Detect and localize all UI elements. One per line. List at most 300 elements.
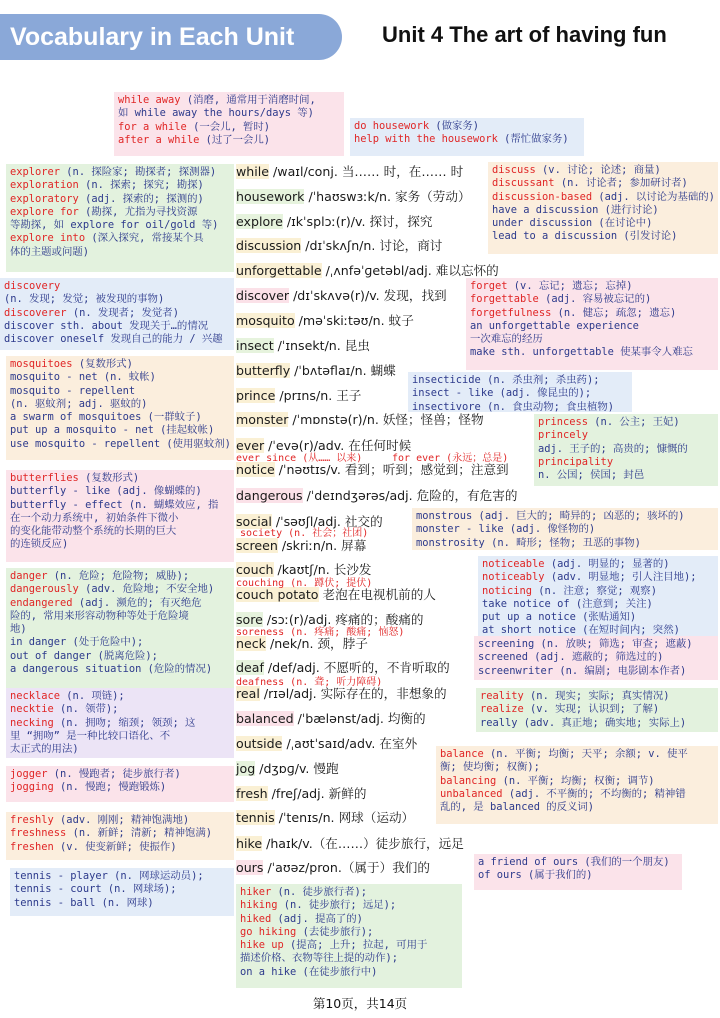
vocab-entry — [236, 388, 361, 404]
note-line — [10, 472, 230, 485]
vocab-definition: /nek/n. 颈，脖子 — [265, 636, 368, 651]
note-line — [492, 204, 714, 217]
note-line — [14, 897, 230, 910]
note-term: noticeably — [482, 571, 545, 584]
vocab-definition: /ɪkˈsplɔː(r)/v. 探讨，探究 — [282, 214, 433, 229]
vocab-definition: /ˌaʊtˈsaɪd/adv. 在室外 — [282, 736, 418, 751]
vocab-headword: discussion — [236, 238, 302, 253]
page-number: 第10页，共14页 — [312, 996, 408, 1011]
note-text: put up a mosquito - net (挂起蚊帐) — [10, 424, 215, 437]
note-text: (adv. 刚刚; 精神饱满地) — [53, 814, 190, 826]
vocab-entry — [236, 562, 372, 578]
vocab-definition: /ˈbʌtəflaɪ/n. 蝴蝶 — [290, 363, 396, 378]
note-text: mosquito - net (n. 蚊帐) — [10, 371, 156, 384]
note-line — [240, 966, 458, 979]
note-line — [538, 456, 714, 469]
vocab-definition: /ˈevə(r)/adv. 在任何时候 — [264, 438, 412, 453]
note-line — [10, 583, 230, 596]
note-line — [470, 346, 714, 359]
note-line — [478, 856, 678, 869]
note-jogger — [6, 766, 234, 802]
note-term: dangerously — [10, 583, 79, 596]
note-text: 描述价格、衣物等往上提的动作); — [240, 952, 398, 965]
note-line — [492, 177, 714, 190]
note-line — [492, 164, 714, 177]
note-text: tennis - player (n. 网球运动员); — [14, 870, 204, 882]
note-line — [10, 538, 230, 551]
note-text: (勘探, 尤指为寻找资源 — [78, 205, 198, 218]
note-line — [354, 133, 580, 146]
note-text: mosquito - repellent — [10, 384, 136, 397]
note-text: (消磨, 通常用于消磨时间, — [180, 94, 316, 106]
vocab-headword: real — [236, 686, 260, 701]
note-text: 等勘探, 如 explore for oil/gold 等) — [10, 219, 219, 232]
note-line — [10, 206, 230, 219]
note-line — [10, 232, 230, 245]
note-text: 一次难忘的经历 — [470, 333, 543, 346]
vocab-definition: /sɔː(r)/adj. 疼痛的；酸痛的 — [262, 612, 424, 627]
vocab-definition: /freʃ/adj. 新鲜的 — [267, 786, 367, 801]
vocab-headword: outside — [236, 736, 283, 751]
note-line — [10, 690, 230, 703]
note-text: adj. 王子的; 高贵的; 慷慨的 — [538, 442, 688, 455]
page-title-banner: Vocabulary in Each Unit — [0, 14, 342, 60]
vocab-definition: /ˈnəʊtɪs/v. 看到；听到；感觉到；注意到 — [274, 462, 509, 477]
vocab-entry — [236, 338, 370, 354]
note-text: 体的主题或问题) — [10, 245, 89, 258]
note-text: (n. 讨论者; 参加研讨者) — [554, 177, 688, 190]
note-text: in danger (处于危险中); — [10, 636, 144, 649]
note-term: princess — [538, 416, 589, 428]
note-term: freshen — [10, 840, 54, 853]
note-line — [470, 320, 714, 333]
note-term: explore into — [10, 232, 86, 245]
vocab-headword: while — [236, 164, 270, 179]
note-term: jogger — [10, 768, 48, 780]
note-term: noticeable — [482, 558, 545, 570]
note-text: 衡; 使均衡; 权衡); — [440, 761, 540, 774]
note-term: balancing — [440, 774, 497, 787]
note-line — [10, 610, 230, 623]
note-line — [118, 121, 340, 134]
vocab-entry — [236, 438, 411, 454]
note-line — [412, 401, 628, 412]
note-term: necklace — [10, 690, 61, 702]
note-screening — [474, 636, 718, 680]
note-line — [470, 280, 714, 293]
vocab-headword: explore — [236, 214, 283, 229]
vocab-entry — [236, 736, 417, 752]
note-text: (n. 公主; 王妃) — [588, 416, 680, 428]
vocab-entry — [236, 164, 463, 180]
note-line — [440, 761, 714, 774]
note-line — [10, 717, 230, 730]
note-text: (n. 探险家; 勘探者; 探测器) — [60, 166, 217, 178]
note-line — [10, 768, 230, 781]
note-line — [10, 743, 230, 756]
note-text: (adj. 明显的; 显著的) — [544, 558, 670, 570]
note-line — [470, 293, 714, 306]
note-line — [240, 886, 458, 899]
note-term: freshly — [10, 814, 54, 826]
vocab-headword: hike — [236, 836, 263, 851]
note-line — [482, 571, 714, 584]
note-line — [10, 485, 230, 498]
note-text: 地) — [10, 623, 27, 636]
note-term: reality — [480, 690, 524, 702]
note-text: (去徒步旅行); — [296, 925, 374, 938]
note-line — [240, 899, 458, 912]
note-text: 在一个动力系统中, 初始条件下微小 — [10, 511, 179, 524]
note-line — [538, 469, 714, 482]
note-text: (v. 使变新鲜; 使振作) — [53, 840, 177, 853]
vocab-headword: couch — [236, 562, 274, 577]
note-text: (n. 发现者; 发觉者) — [66, 306, 179, 319]
note-text: (adj. 容易被忘记的) — [538, 293, 652, 306]
note-text: butterfly - like (adj. 像蝴蝶的) — [10, 485, 202, 498]
vocab-entry — [236, 711, 426, 727]
note-line — [416, 537, 714, 550]
note-term: butterflies — [10, 472, 79, 484]
note-couching: couching (n. 蹲伏; 提伏) — [236, 578, 373, 589]
note-forget — [466, 278, 718, 370]
vocab-entry — [236, 786, 366, 802]
note-mosquitoes — [6, 356, 234, 460]
vocab-entry — [236, 836, 464, 852]
note-line — [478, 638, 714, 651]
note-text: (做家务) — [429, 120, 480, 132]
note-line — [440, 748, 714, 761]
note-text: insecticide (n. 杀虫剂; 杀虫药); — [412, 374, 600, 386]
note-for-ever: for ever (永远；总是) — [392, 453, 509, 464]
note-text: tennis - court (n. 网球场); — [14, 883, 177, 896]
note-term: necking — [10, 716, 54, 729]
note-soreness: soreness (n. 疼痛; 酸痛; 恼怒) — [236, 627, 405, 638]
note-text: (n. 平衡; 均衡; 天平; 余额; v. 使平 — [483, 748, 688, 760]
note-text: (v. 讨论; 论述; 商量) — [535, 164, 661, 176]
note-line — [492, 191, 714, 204]
note-line — [538, 443, 714, 456]
note-text: a swarm of mosquitoes (一群蚊子) — [10, 411, 202, 424]
note-line — [482, 585, 714, 598]
vocab-definition: /ˌʌnfəˈɡetəbl/adj. 难以忘怀的 — [321, 263, 499, 278]
vocab-entry — [236, 612, 424, 628]
note-line — [478, 665, 714, 678]
vocab-definition: /ˈbælənst/adj. 均衡的 — [293, 711, 426, 726]
note-line — [10, 385, 230, 398]
note-text: (过了一会儿) — [199, 133, 271, 146]
vocab-definition: /dɪˈskʌvə(r)/v. 发现，找到 — [289, 288, 447, 303]
note-term: hiked — [240, 912, 272, 925]
note-line — [492, 230, 714, 243]
vocab-headword: insect — [236, 338, 274, 353]
note-text: (n. 危险; 危险物; 威胁); — [47, 570, 190, 582]
note-line — [14, 883, 230, 896]
note-discuss — [488, 162, 718, 254]
note-line — [412, 374, 628, 387]
note-text: 太正式的用法) — [10, 743, 79, 756]
note-line — [416, 510, 714, 523]
note-explorer — [6, 164, 234, 272]
note-text: (adv. 危险地; 不安全地) — [78, 583, 215, 596]
note-line — [440, 775, 714, 788]
note-term: freshness — [10, 827, 67, 840]
note-text: monster - like (adj. 像怪物的) — [416, 523, 596, 536]
vocab-headword: screen — [236, 538, 278, 553]
vocab-definition: /haɪk/v.（在……）徒步旅行，远足 — [262, 836, 464, 851]
note-text: under discussion (在讨论中) — [492, 217, 653, 230]
note-line — [480, 703, 714, 716]
note-line — [10, 636, 230, 649]
vocab-entry — [236, 538, 366, 554]
note-text: (n. 项链); — [60, 690, 125, 702]
vocab-headword: dangerous — [236, 488, 303, 503]
vocab-definition: /dʒɒɡ/v. 慢跑 — [255, 761, 339, 776]
note-line — [440, 788, 714, 801]
note-text: monstrosity (n. 畸形; 怪物; 丑恶的事物) — [416, 536, 641, 549]
vocab-headword: tennis — [236, 810, 275, 825]
vocab-definition: /məˈskiːtəʊ/n. 蚊子 — [294, 313, 414, 328]
note-text: discover oneself 发现自己的能力 / 兴趣 — [4, 333, 223, 346]
note-line — [14, 870, 230, 883]
note-text: out of danger (脱离危险); — [10, 649, 158, 662]
note-line — [118, 134, 340, 147]
note-text: (adj. 探索的; 探测的) — [78, 192, 204, 205]
vocab-entry — [236, 288, 447, 304]
note-term: forget — [470, 280, 508, 292]
note-text: have a discussion (进行讨论) — [492, 203, 659, 216]
note-reality — [476, 688, 718, 732]
note-line — [10, 525, 230, 538]
note-term: jogging — [10, 781, 54, 794]
note-line — [240, 913, 458, 926]
note-term: endangered — [10, 596, 73, 609]
note-line — [240, 939, 458, 952]
note-text: screenwriter (n. 编剧; 电影剧本作者) — [478, 664, 687, 677]
note-term: go hiking — [240, 925, 297, 938]
note-line — [240, 952, 458, 965]
note-text: use mosquito - repellent (使用驱蚊剂) — [10, 437, 231, 450]
note-text: (v. 实现; 认识到; 了解) — [523, 703, 660, 716]
vocab-entry — [236, 488, 517, 504]
note-text: n. 公国; 侯国; 封邑 — [538, 469, 645, 482]
note-term: realize — [480, 703, 524, 716]
note-text: put up a notice (张贴通知) — [482, 611, 637, 624]
note-line — [10, 411, 230, 424]
note-text: insect - like (adj. 像昆虫的); — [412, 387, 592, 400]
vocab-headword: balanced — [236, 711, 294, 726]
note-term: discussant — [492, 177, 555, 190]
vocab-definition: /ˈɪnsekt/n. 昆虫 — [273, 338, 370, 353]
vocab-entry — [236, 810, 414, 826]
note-text: (adj. 不平衡的; 不均衡的; 精神错 — [502, 787, 686, 800]
note-line — [10, 358, 230, 371]
note-text: (n. 拥吻; 缩颈; 领颈; 这 — [53, 716, 196, 729]
note-text: (adj. 提高了的) — [271, 912, 363, 925]
note-insecticide — [408, 372, 632, 412]
note-hiker — [236, 884, 462, 988]
vocab-headword: ours — [236, 860, 264, 875]
note-line — [10, 246, 230, 259]
note-tennis — [10, 868, 234, 916]
note-line — [10, 219, 230, 232]
note-text: (n. 慢跑者; 徒步旅行者) — [47, 768, 181, 780]
note-line — [482, 611, 714, 624]
note-text: (adj. 濒危的; 有灭绝危 — [72, 596, 202, 609]
note-housework — [350, 118, 584, 156]
vocab-definition: /ˈsəʊʃl/adj. 社交的 — [271, 514, 383, 529]
note-friend-of-ours — [474, 854, 682, 890]
note-text: (n. 徒步旅行者); — [271, 886, 368, 898]
note-text: (n. 注意; 察觉; 观察) — [532, 584, 657, 597]
note-text: screened (adj. 遮蔽的; 筛选过的) — [478, 651, 664, 664]
vocab-definition: /ˈhaʊswɜːk/n. 家务（劳动） — [304, 189, 471, 204]
note-line — [118, 94, 340, 107]
note-line — [4, 293, 230, 306]
note-line — [240, 926, 458, 939]
vocab-definition: /waɪl/conj. 当…… 时，在…… 时 — [269, 164, 464, 179]
note-term: explore for — [10, 205, 79, 218]
note-text: a friend of ours (我们的一个朋友) — [478, 856, 670, 868]
note-text: (n. 平衡; 均衡; 权衡; 调节) — [496, 774, 655, 787]
vocab-headword: monster — [236, 412, 289, 427]
vocab-headword: housework — [236, 189, 305, 204]
note-line — [10, 570, 230, 583]
note-term: while away — [118, 94, 181, 106]
note-term: balance — [440, 748, 484, 760]
vocab-entry — [236, 761, 339, 777]
note-line — [10, 398, 230, 411]
vocab-definition: /prɪns/n. 王子 — [275, 388, 362, 403]
note-line — [10, 827, 230, 840]
vocab-entry — [236, 313, 414, 329]
vocab-entry — [236, 189, 471, 205]
note-discovery — [0, 278, 234, 350]
note-text: make sth. unforgettable 使某事令人难忘 — [470, 346, 693, 359]
note-text: screening (n. 放映; 筛选; 审查; 遮蔽) — [478, 638, 693, 650]
note-text: discover sth. about 发现关于…的情况 — [4, 319, 209, 332]
note-princess — [534, 414, 718, 486]
note-text: monstrous (adj. 巨大的; 畸异的; 凶恶的; 骇坏的) — [416, 510, 685, 522]
note-term: princely — [538, 429, 589, 442]
note-term: unbalanced — [440, 787, 503, 800]
vocab-headword: deaf — [236, 660, 264, 675]
vocab-definition: /def/adj. 不愿听的，不肯听取的 — [263, 660, 450, 675]
note-term: exploratory — [10, 192, 79, 205]
vocab-definition: /rɪəl/adj. 实际存在的，非想象的 — [259, 686, 447, 701]
note-text: take notice of (注意到; 关注) — [482, 597, 653, 610]
note-line — [538, 429, 714, 442]
note-danger — [6, 568, 234, 688]
note-line — [10, 371, 230, 384]
vocab-headword: notice — [236, 462, 275, 477]
vocab-definition: /dɪˈskʌʃn/n. 讨论，商讨 — [301, 238, 443, 253]
vocab-headword: social — [236, 514, 272, 529]
note-text: a dangerous situation (危险的情况) — [10, 663, 213, 676]
vocab-entry — [236, 363, 396, 379]
note-term: forgettable — [470, 293, 539, 306]
note-line — [10, 166, 230, 179]
note-text: (n. 驱蚊剂; adj. 驱蚊的) — [10, 397, 148, 410]
note-line — [4, 320, 230, 333]
note-line — [480, 717, 714, 730]
note-monstrous — [412, 508, 718, 550]
note-text: 如 while away the hours/days 等) — [118, 107, 314, 120]
note-text: (n. 领带); — [53, 703, 119, 716]
note-text: (n. 健忘; 疏忽; 遗忘) — [551, 306, 677, 319]
note-term: hiker — [240, 886, 272, 898]
note-line — [538, 416, 714, 429]
note-line — [10, 193, 230, 206]
note-line — [478, 651, 714, 664]
vocab-entry — [236, 860, 430, 876]
note-term: discoverer — [4, 306, 67, 319]
note-line — [10, 499, 230, 512]
vocab-headword: sore — [236, 612, 263, 627]
vocab-headword: fresh — [236, 786, 268, 801]
note-term: danger — [10, 570, 48, 582]
note-line — [10, 663, 230, 676]
note-text: (n. 探索; 探究; 勘探) — [78, 179, 204, 192]
vocab-entry — [236, 660, 450, 676]
note-term: discovery — [4, 280, 61, 292]
vocab-headword: unforgettable — [236, 263, 322, 278]
vocab-headword: ever — [236, 438, 265, 453]
vocab-definition: 老泡在电视机前的人 — [318, 587, 436, 602]
note-text: 的连锁反应) — [10, 538, 69, 551]
note-text: (n. 新鲜; 清新; 精神饱满) — [66, 827, 212, 840]
unit-title: Unit 4 The art of having fun — [382, 22, 667, 47]
note-text: 里 “拥吻” 是一种比较口语化、不 — [10, 729, 171, 742]
note-butterflies — [6, 470, 234, 562]
note-text: really (adv. 真正地; 确实地; 实际上) — [480, 716, 687, 729]
note-term: discuss — [492, 164, 536, 176]
note-text: (adj. 以讨论为基础的) — [592, 190, 715, 203]
note-text: (一会儿, 暂时) — [186, 120, 271, 133]
note-text: (复数形式) — [72, 358, 133, 370]
note-line — [10, 179, 230, 192]
note-line — [10, 623, 230, 636]
note-line — [10, 703, 230, 716]
note-line — [10, 781, 230, 794]
note-text: 的变化能带动整个系统的长期的巨大 — [10, 525, 177, 538]
note-line — [4, 307, 230, 320]
note-line — [470, 307, 714, 320]
note-noticeable — [478, 556, 718, 636]
note-term: necktie — [10, 703, 54, 716]
note-text: (adv. 明显地; 引人注目地); — [544, 571, 697, 584]
note-term: principality — [538, 455, 614, 468]
note-line — [10, 512, 230, 525]
note-line — [482, 624, 714, 636]
note-text: of ours (属于我们的) — [478, 869, 593, 882]
note-term: mosquitoes — [10, 358, 73, 370]
note-line — [440, 801, 714, 814]
vocab-definition: /ˈtenɪs/n. 网球（运动） — [274, 810, 415, 825]
vocab-entry — [236, 412, 484, 428]
vocab-definition: /ˈaʊəz/pron.（属于）我们的 — [263, 860, 430, 875]
note-text: (帮忙做家务) — [497, 133, 569, 146]
vocab-headword: prince — [236, 388, 276, 403]
note-necklace — [6, 688, 234, 758]
note-text: 险的, 常用来形容动物种等处于危险境 — [10, 609, 189, 622]
note-while-away — [114, 92, 344, 156]
note-text: (n. 慢跑; 慢跑锻炼) — [53, 781, 167, 794]
note-text: (n. 徒步旅行; 远足); — [277, 899, 397, 912]
note-society: society (n. 社会；社团) — [240, 528, 369, 539]
note-text: at short notice (在短时间内; 突然) — [482, 624, 680, 636]
note-line — [10, 841, 230, 854]
